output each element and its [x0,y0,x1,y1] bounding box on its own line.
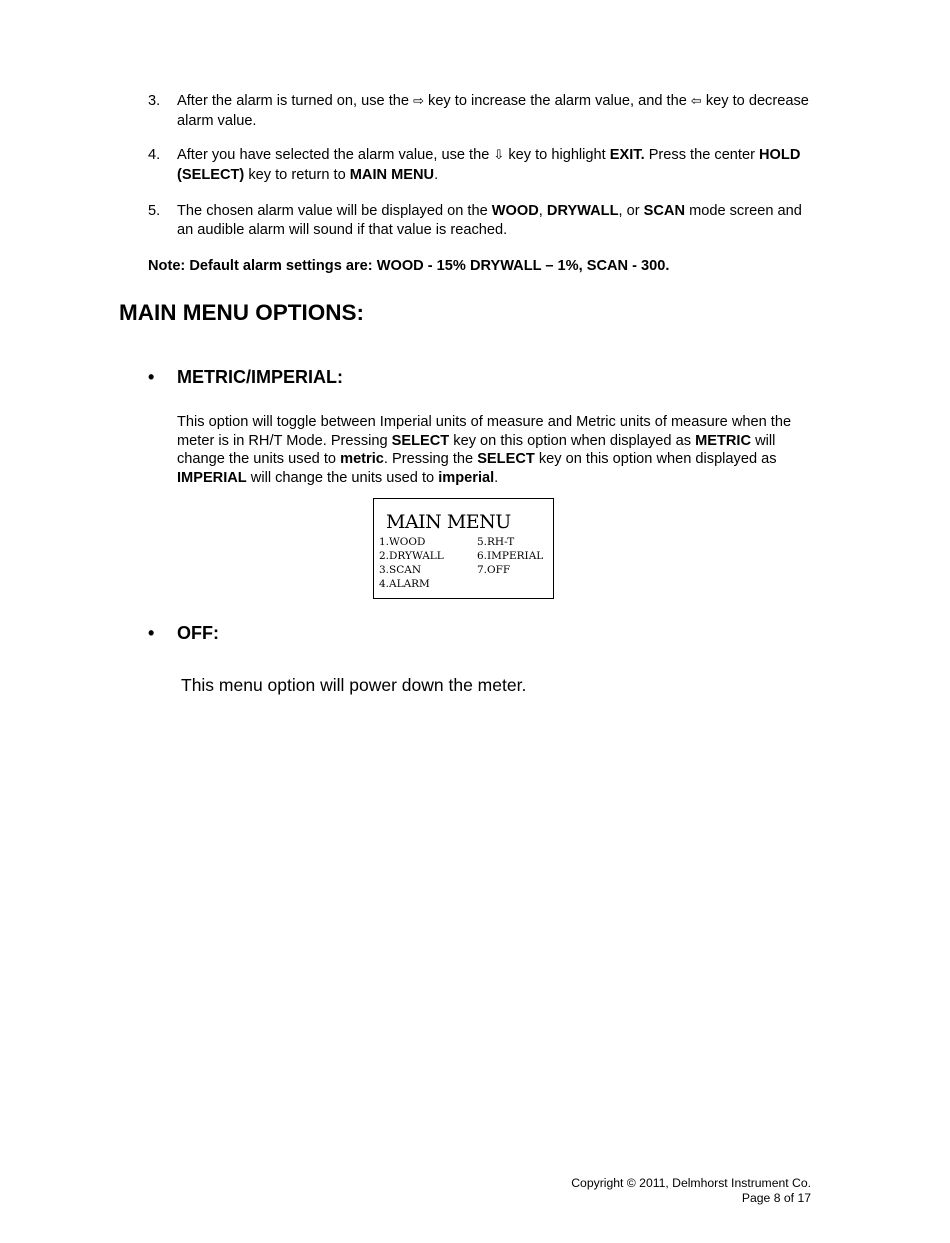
main-menu-screen [373,498,554,599]
footer [571,1176,811,1206]
menu-item: 2.DRYWALL [379,550,444,562]
step-text: After the alarm is turned on, use the ⇨ key to increase the alarm value, and the ⇦ key to decrease alarm value. [177,93,809,129]
default-alarm-note: Note: Default alarm settings are: WOOD - 15% DRYWALL – 1%, SCAN - 300. [148,258,670,274]
step-number: 5. [148,203,161,219]
step-3 [148,92,813,130]
step-5 [148,202,813,239]
menu-item: 1.WOOD [379,536,426,548]
bullet-icon: • [148,367,155,387]
off-heading: OFF: [177,623,219,643]
bullet-icon: • [148,623,155,643]
menu-item: 7.OFF [477,564,511,576]
menu-item: 5.RH-T [477,536,515,548]
step-text: After you have selected the alarm value, use the ⇩ key to highlight EXIT. Press the center HOLD (SELECT) key to return to MAIN MENU. [177,147,801,183]
step-number: 4. [148,147,161,163]
step-4 [148,146,813,184]
step-text: The chosen alarm value will be displayed on the WOOD, DRYWALL, or SCAN mode screen and an audible alarm will sound if that value is reached. [177,203,802,238]
copyright-text: Copyright © 2011, Delmhorst Instrument Co. [571,1176,811,1190]
off-description: This menu option will power down the meter. [181,675,527,695]
menu-screen-title: MAIN MENU [386,511,511,533]
menu-item: 6.IMPERIAL [477,550,544,562]
section-title: MAIN MENU OPTIONS: [119,300,364,325]
right-arrow-icon: ⇨ [413,94,424,109]
off-bullet [148,623,348,645]
left-arrow-icon: ⇦ [690,94,702,109]
step-number: 3. [148,93,161,109]
down-arrow-icon: ⇩ [493,148,505,163]
menu-item: 3.SCAN [379,564,422,576]
page-number: Page 8 of 17 [741,1191,811,1205]
metric-imperial-heading: METRIC/IMPERIAL: [177,367,343,387]
metric-imperial-description: This option will toggle between Imperial units of measure and Metric units of measure when the meter is in RH/T Mode. Pressing SELECT key on this option when displayed as METRIC will change the units used to metric. Pressing the SELECT key on this option when displayed as IMPERIAL will change the units used to imperial. [177,414,792,486]
metric-imperial-bullet [148,367,448,389]
menu-item: 4.ALARM [379,578,430,590]
